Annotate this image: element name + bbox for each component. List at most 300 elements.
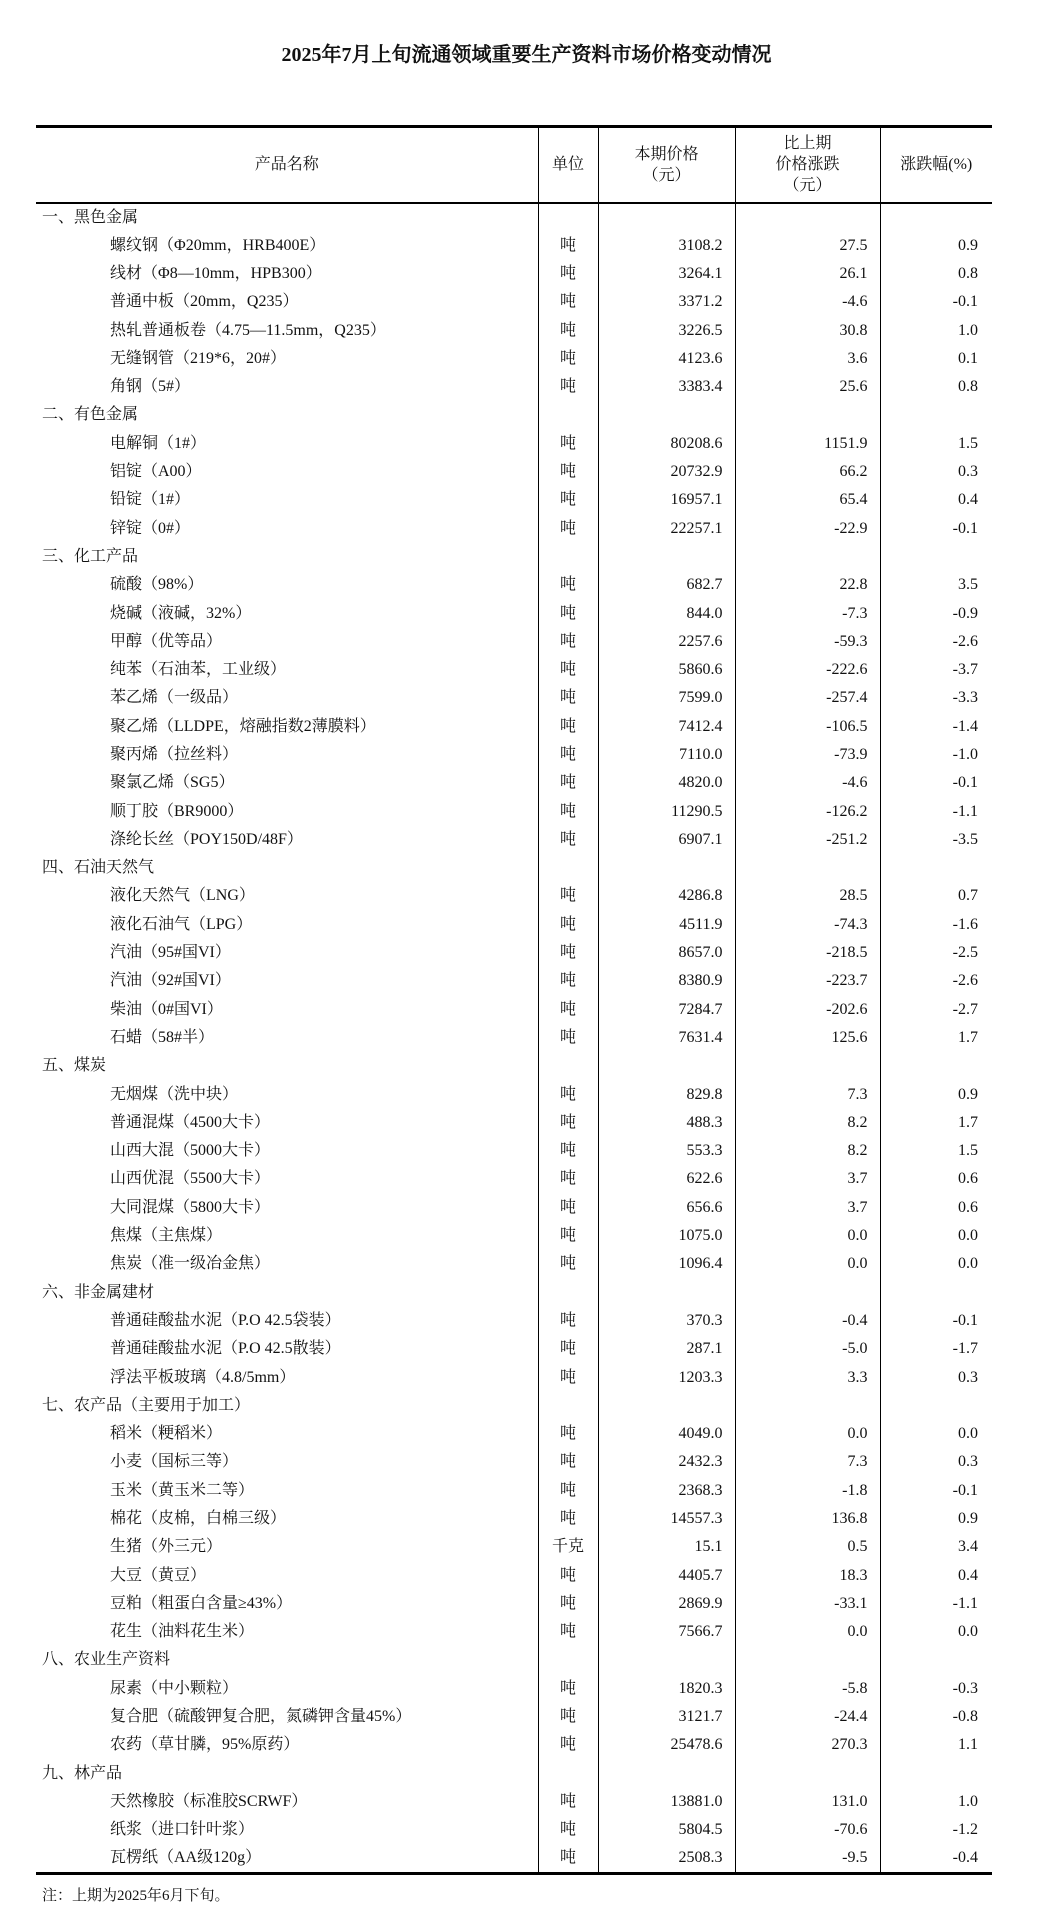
price-table — [36, 125, 992, 1875]
unit-cell — [538, 1392, 598, 1420]
unit-cell: 吨 — [538, 1363, 598, 1391]
product-name: 焦煤（主焦煤） — [110, 1227, 223, 1245]
percent-cell: 0.4 — [880, 486, 992, 514]
product-name: 铅锭（1#） — [110, 491, 191, 509]
product-name: 棉花（皮棉，白棉三级） — [110, 1510, 287, 1527]
price-cell: 287.1 — [598, 1335, 735, 1363]
price-cell: 2508.3 — [598, 1844, 735, 1874]
percent-cell: 0.3 — [880, 458, 992, 486]
unit-cell — [538, 1278, 598, 1306]
table-row — [36, 1194, 992, 1222]
price-cell: 656.6 — [598, 1194, 735, 1222]
price-cell: 1820.3 — [598, 1675, 735, 1703]
category-name: 一、黑色金属 — [42, 208, 139, 226]
price-cell: 3121.7 — [598, 1703, 735, 1731]
change-cell — [735, 1392, 880, 1420]
product-name: 普通混煤（4500大卡） — [110, 1113, 271, 1131]
category-name: 四、石油天然气 — [42, 859, 155, 877]
category-row — [36, 1646, 992, 1674]
product-name: 农药（草甘膦，95%原药） — [110, 1736, 300, 1754]
table-row — [36, 1703, 992, 1731]
table-row — [36, 769, 992, 797]
price-cell: 3108.2 — [598, 232, 735, 260]
product-name: 大豆（黄豆） — [110, 1566, 207, 1584]
price-cell: 2257.6 — [598, 628, 735, 656]
price-cell — [598, 203, 735, 232]
percent-cell: 0.8 — [880, 373, 992, 401]
table-row — [36, 1590, 992, 1618]
product-name: 无烟煤（洗中块） — [110, 1085, 239, 1103]
product-name: 线材（Φ8—10mm，HPB300） — [110, 264, 322, 282]
unit-cell: 吨 — [538, 1335, 598, 1363]
change-cell: -24.4 — [735, 1703, 880, 1731]
percent-cell: -0.4 — [880, 1844, 992, 1874]
change-cell: -70.6 — [735, 1816, 880, 1844]
table-row — [36, 1618, 992, 1646]
percent-cell: -3.7 — [880, 656, 992, 684]
unit-cell — [538, 1760, 598, 1788]
product-name: 焦炭（准一级冶金焦） — [110, 1255, 271, 1273]
unit-cell: 吨 — [538, 1165, 598, 1193]
product-name: 甲醇（优等品） — [110, 632, 223, 650]
table-row — [36, 713, 992, 741]
price-cell: 22257.1 — [598, 514, 735, 542]
table-row — [36, 1448, 992, 1476]
change-cell — [735, 1278, 880, 1306]
change-cell: 22.8 — [735, 571, 880, 599]
unit-cell: 吨 — [538, 345, 598, 373]
price-cell: 4820.0 — [598, 769, 735, 797]
table-row — [36, 1250, 992, 1278]
unit-cell: 吨 — [538, 797, 598, 825]
change-cell: 25.6 — [735, 373, 880, 401]
unit-cell: 吨 — [538, 458, 598, 486]
change-cell — [735, 543, 880, 571]
unit-cell — [538, 1646, 598, 1674]
percent-cell: 0.1 — [880, 345, 992, 373]
change-cell: 26.1 — [735, 260, 880, 288]
product-name: 豆粕（粗蛋白含量≥43%） — [110, 1594, 293, 1612]
change-cell: 136.8 — [735, 1505, 880, 1533]
change-cell: -4.6 — [735, 769, 880, 797]
price-cell — [598, 854, 735, 882]
table-row — [36, 1477, 992, 1505]
change-cell: 1151.9 — [735, 430, 880, 458]
table-row — [36, 1109, 992, 1137]
table-row — [36, 1731, 992, 1759]
percent-cell: -0.1 — [880, 1477, 992, 1505]
price-cell: 7284.7 — [598, 996, 735, 1024]
change-cell: 0.0 — [735, 1420, 880, 1448]
percent-cell: 1.0 — [880, 316, 992, 344]
price-cell: 2869.9 — [598, 1590, 735, 1618]
price-cell: 7631.4 — [598, 1024, 735, 1052]
unit-cell: 吨 — [538, 967, 598, 995]
price-cell — [598, 401, 735, 429]
unit-cell: 吨 — [538, 1703, 598, 1731]
unit-cell: 吨 — [538, 1505, 598, 1533]
percent-cell: 0.0 — [880, 1222, 992, 1250]
percent-cell: 0.4 — [880, 1561, 992, 1589]
unit-cell: 吨 — [538, 1618, 598, 1646]
change-cell: -74.3 — [735, 911, 880, 939]
unit-cell — [538, 854, 598, 882]
change-cell: 18.3 — [735, 1561, 880, 1589]
percent-cell: 0.3 — [880, 1448, 992, 1476]
table-row — [36, 797, 992, 825]
table-row — [36, 599, 992, 627]
product-name: 瓦楞纸（AA级120g） — [36, 1844, 538, 1874]
unit-cell: 吨 — [538, 911, 598, 939]
change-cell: 8.2 — [735, 1109, 880, 1137]
price-cell: 3264.1 — [598, 260, 735, 288]
product-name: 电解铜（1#） — [110, 434, 207, 452]
table-row — [36, 1844, 992, 1874]
product-name: 烧碱（液碱，32%） — [110, 604, 252, 622]
table-row — [36, 656, 992, 684]
table-row — [36, 373, 992, 401]
header-current-price — [598, 127, 735, 203]
price-cell — [598, 1646, 735, 1674]
unit-cell: 吨 — [538, 713, 598, 741]
change-cell: -126.2 — [735, 797, 880, 825]
price-cell: 682.7 — [598, 571, 735, 599]
category-row — [36, 1278, 992, 1306]
change-cell: 7.3 — [735, 1080, 880, 1108]
percent-cell: 0.0 — [880, 1250, 992, 1278]
change-cell: -5.8 — [735, 1675, 880, 1703]
change-cell: 0.0 — [735, 1222, 880, 1250]
header-price-change-line1: 比上期 — [783, 135, 832, 153]
table-row — [36, 1816, 992, 1844]
price-cell: 829.8 — [598, 1080, 735, 1108]
unit-cell: 吨 — [538, 599, 598, 627]
category-row — [36, 854, 992, 882]
product-name: 玉米（黄玉米二等） — [110, 1481, 255, 1499]
percent-cell: 0.0 — [880, 1618, 992, 1646]
percent-cell: 0.0 — [880, 1420, 992, 1448]
unit-cell: 吨 — [538, 316, 598, 344]
change-cell: 125.6 — [735, 1024, 880, 1052]
price-cell: 13881.0 — [598, 1788, 735, 1816]
price-cell — [598, 543, 735, 571]
product-name: 天然橡胶（标准胶SCRWF） — [110, 1792, 308, 1810]
percent-cell: -2.7 — [880, 996, 992, 1024]
product-name: 涤纶长丝（POY150D/48F） — [110, 830, 303, 848]
product-name: 顺丁胶（BR9000） — [110, 802, 244, 820]
table-header — [36, 127, 992, 203]
unit-cell — [538, 401, 598, 429]
change-cell: -0.4 — [735, 1307, 880, 1335]
unit-cell: 吨 — [538, 1024, 598, 1052]
percent-cell: 0.7 — [880, 882, 992, 910]
price-cell — [598, 1760, 735, 1788]
price-cell: 3371.2 — [598, 288, 735, 316]
percent-cell: 1.7 — [880, 1024, 992, 1052]
unit-cell: 吨 — [538, 741, 598, 769]
category-name: 六、非金属建材 — [42, 1283, 155, 1301]
change-cell: -1.8 — [735, 1477, 880, 1505]
unit-cell: 吨 — [538, 996, 598, 1024]
table-row — [36, 1222, 992, 1250]
unit-cell — [538, 203, 598, 232]
unit-cell: 吨 — [538, 1590, 598, 1618]
price-cell: 8380.9 — [598, 967, 735, 995]
product-name: 硫酸（98%） — [110, 576, 204, 594]
product-name: 汽油（92#国VI） — [110, 972, 231, 990]
table-row — [36, 1335, 992, 1363]
category-name: 五、煤炭 — [42, 1057, 107, 1075]
percent-cell: 0.9 — [880, 232, 992, 260]
percent-cell: 0.8 — [880, 260, 992, 288]
unit-cell: 吨 — [538, 1816, 598, 1844]
change-cell: -106.5 — [735, 713, 880, 741]
category-name: 八、农业生产资料 — [42, 1651, 171, 1669]
percent-cell: -0.9 — [880, 599, 992, 627]
product-name: 稻米（粳稻米） — [110, 1425, 223, 1443]
product-name: 螺纹钢（Φ20mm，HRB400E） — [110, 236, 326, 254]
header-product-name: 产品名称 — [36, 127, 538, 203]
percent-cell: 3.4 — [880, 1533, 992, 1561]
change-cell: 270.3 — [735, 1731, 880, 1759]
table-row — [36, 288, 992, 316]
price-cell: 1203.3 — [598, 1363, 735, 1391]
percent-cell — [880, 203, 992, 232]
header-price-change-line3: （元） — [783, 177, 832, 195]
change-cell: 66.2 — [735, 458, 880, 486]
price-cell: 11290.5 — [598, 797, 735, 825]
table-row — [36, 260, 992, 288]
percent-cell: -0.8 — [880, 1703, 992, 1731]
unit-cell: 吨 — [538, 288, 598, 316]
price-cell: 2432.3 — [598, 1448, 735, 1476]
unit-cell: 吨 — [538, 430, 598, 458]
percent-cell: -1.6 — [880, 911, 992, 939]
change-cell: -4.6 — [735, 288, 880, 316]
table-row — [36, 628, 992, 656]
product-name: 尿素（中小颗粒） — [110, 1679, 239, 1697]
header-price-change-line2: 价格涨跌 — [775, 156, 840, 174]
unit-cell: 吨 — [538, 1420, 598, 1448]
category-row — [36, 1760, 992, 1788]
product-name: 浮法平板玻璃（4.8/5mm） — [110, 1368, 296, 1386]
unit-cell: 吨 — [538, 373, 598, 401]
unit-cell: 吨 — [538, 826, 598, 854]
percent-cell: -1.1 — [880, 1590, 992, 1618]
price-cell: 7566.7 — [598, 1618, 735, 1646]
percent-cell: 0.3 — [880, 1363, 992, 1391]
change-cell: 27.5 — [735, 232, 880, 260]
table-row — [36, 826, 992, 854]
change-cell: 3.6 — [735, 345, 880, 373]
percent-cell: -2.6 — [880, 967, 992, 995]
unit-cell: 吨 — [538, 628, 598, 656]
change-cell: 65.4 — [735, 486, 880, 514]
percent-cell: -3.3 — [880, 684, 992, 712]
table-row — [36, 486, 992, 514]
change-cell: -251.2 — [735, 826, 880, 854]
unit-cell: 吨 — [538, 1477, 598, 1505]
percent-cell — [880, 1392, 992, 1420]
product-name: 小麦（国标三等） — [110, 1453, 239, 1471]
unit-cell: 吨 — [538, 1561, 598, 1589]
table-row — [36, 1675, 992, 1703]
footnote: 注：上期为2025年6月下旬。 — [42, 1888, 230, 1904]
percent-cell — [880, 543, 992, 571]
unit-cell: 吨 — [538, 1307, 598, 1335]
change-cell — [735, 1760, 880, 1788]
product-name: 铝锭（A00） — [110, 463, 202, 481]
unit-cell: 吨 — [538, 1222, 598, 1250]
table-row — [36, 430, 992, 458]
price-cell: 15.1 — [598, 1533, 735, 1561]
header-price-change — [735, 127, 880, 203]
product-name: 纸浆（进口针叶浆） — [110, 1821, 255, 1839]
change-cell — [735, 401, 880, 429]
product-name: 纯苯（石油苯，工业级） — [110, 661, 287, 679]
change-cell: 0.0 — [735, 1250, 880, 1278]
change-cell: 28.5 — [735, 882, 880, 910]
table-row — [36, 741, 992, 769]
percent-cell — [880, 1278, 992, 1306]
category-name: 七、农产品（主要用于加工） — [42, 1396, 251, 1414]
unit-cell: 吨 — [538, 1194, 598, 1222]
product-name: 柴油（0#国VI） — [110, 1000, 223, 1018]
category-name: 二、有色金属 — [42, 406, 139, 424]
percent-cell: 0.6 — [880, 1165, 992, 1193]
unit-cell: 吨 — [538, 1675, 598, 1703]
table-row — [36, 1307, 992, 1335]
product-name: 普通硅酸盐水泥（P.O 42.5袋装） — [110, 1311, 341, 1329]
percent-cell: -1.4 — [880, 713, 992, 741]
unit-cell: 吨 — [538, 1788, 598, 1816]
unit-cell: 吨 — [538, 1109, 598, 1137]
percent-cell: -3.5 — [880, 826, 992, 854]
table-row — [36, 1024, 992, 1052]
product-name: 复合肥（硫酸钾复合肥，氮磷钾含量45%） — [110, 1708, 412, 1726]
change-cell: -257.4 — [735, 684, 880, 712]
product-name: 普通硅酸盐水泥（P.O 42.5散装） — [110, 1340, 341, 1358]
category-row — [36, 543, 992, 571]
percent-cell: 1.0 — [880, 1788, 992, 1816]
change-cell: -33.1 — [735, 1590, 880, 1618]
price-cell: 4286.8 — [598, 882, 735, 910]
price-cell: 7412.4 — [598, 713, 735, 741]
product-name: 生猪（外三元） — [110, 1538, 223, 1556]
product-name: 液化石油气（LPG） — [110, 915, 253, 933]
percent-cell: 1.5 — [880, 1137, 992, 1165]
unit-cell: 吨 — [538, 939, 598, 967]
percent-cell: -1.2 — [880, 1816, 992, 1844]
product-name: 大同混煤（5800大卡） — [110, 1198, 271, 1216]
percent-cell — [880, 854, 992, 882]
percent-cell: 0.6 — [880, 1194, 992, 1222]
table-row — [36, 1363, 992, 1391]
change-cell: 131.0 — [735, 1788, 880, 1816]
change-cell: 0.0 — [735, 1618, 880, 1646]
product-name: 聚乙烯（LLDPE，熔融指数2薄膜料） — [110, 717, 376, 735]
product-name: 无缝钢管（219*6，20#） — [110, 349, 287, 367]
product-name: 石蜡（58#半） — [110, 1028, 215, 1046]
category-row — [36, 1392, 992, 1420]
price-cell: 4511.9 — [598, 911, 735, 939]
percent-cell: -2.6 — [880, 628, 992, 656]
unit-cell: 吨 — [538, 684, 598, 712]
change-cell: -59.3 — [735, 628, 880, 656]
percent-cell: -1.1 — [880, 797, 992, 825]
change-cell: -73.9 — [735, 741, 880, 769]
header-change-percent: 涨跌幅(%) — [880, 127, 992, 203]
price-cell: 370.3 — [598, 1307, 735, 1335]
percent-cell: -1.7 — [880, 1335, 992, 1363]
percent-cell: -0.1 — [880, 288, 992, 316]
product-name: 普通中板（20mm，Q235） — [110, 293, 299, 311]
percent-cell — [880, 1052, 992, 1080]
percent-cell: 3.5 — [880, 571, 992, 599]
unit-cell: 吨 — [538, 1448, 598, 1476]
unit-cell: 吨 — [538, 1731, 598, 1759]
table-row — [36, 911, 992, 939]
unit-cell: 吨 — [538, 486, 598, 514]
unit-cell: 吨 — [538, 1137, 598, 1165]
product-name: 山西大混（5000大卡） — [110, 1142, 271, 1160]
price-cell: 4123.6 — [598, 345, 735, 373]
unit-cell: 吨 — [538, 571, 598, 599]
change-cell: -5.0 — [735, 1335, 880, 1363]
percent-cell: -0.3 — [880, 1675, 992, 1703]
table-row — [36, 514, 992, 542]
table-row — [36, 882, 992, 910]
category-row — [36, 401, 992, 429]
product-name: 角钢（5#） — [110, 378, 191, 396]
product-name: 液化天然气（LNG） — [110, 887, 255, 905]
price-cell: 1096.4 — [598, 1250, 735, 1278]
change-cell — [735, 1052, 880, 1080]
price-cell: 622.6 — [598, 1165, 735, 1193]
page-title: 2025年7月上旬流通领域重要生产资料市场价格变动情况 — [281, 44, 772, 66]
percent-cell: 1.1 — [880, 1731, 992, 1759]
price-cell: 3226.5 — [598, 316, 735, 344]
change-cell: 0.5 — [735, 1533, 880, 1561]
percent-cell: 1.7 — [880, 1109, 992, 1137]
percent-cell: -2.5 — [880, 939, 992, 967]
header-unit: 单位 — [538, 127, 598, 203]
change-cell: -9.5 — [735, 1844, 880, 1874]
unit-cell: 吨 — [538, 232, 598, 260]
change-cell — [735, 203, 880, 232]
product-name: 热轧普通板卷（4.75—11.5mm，Q235） — [110, 321, 386, 339]
price-cell: 3383.4 — [598, 373, 735, 401]
unit-cell: 千克 — [538, 1533, 598, 1561]
change-cell: 3.3 — [735, 1363, 880, 1391]
table-row — [36, 1137, 992, 1165]
price-cell: 20732.9 — [598, 458, 735, 486]
product-name: 苯乙烯（一级品） — [110, 689, 239, 707]
change-cell: 3.7 — [735, 1194, 880, 1222]
change-cell: 3.7 — [735, 1165, 880, 1193]
change-cell: -223.7 — [735, 967, 880, 995]
unit-cell: 吨 — [538, 1844, 598, 1874]
category-name: 三、化工产品 — [42, 547, 139, 565]
price-cell — [598, 1392, 735, 1420]
price-cell — [598, 1278, 735, 1306]
change-cell: -222.6 — [735, 656, 880, 684]
price-cell: 2368.3 — [598, 1477, 735, 1505]
table-row — [36, 1505, 992, 1533]
table-row — [36, 684, 992, 712]
change-cell: 7.3 — [735, 1448, 880, 1476]
product-name: 锌锭（0#） — [110, 519, 191, 537]
